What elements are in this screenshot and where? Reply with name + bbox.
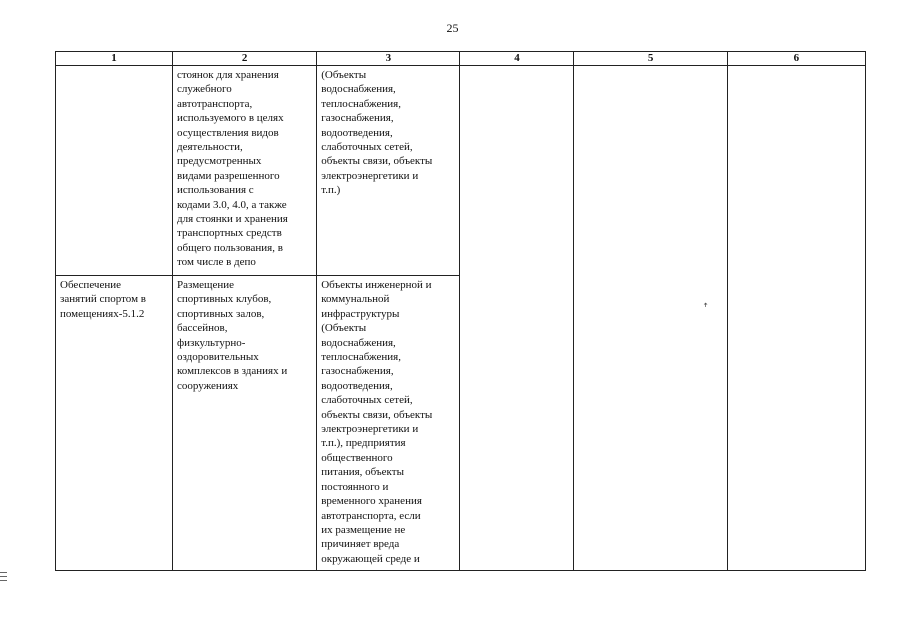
- margin-tick: [0, 576, 7, 577]
- col4-cell: [460, 66, 574, 571]
- stray-pen-mark: ꜛ: [703, 304, 708, 315]
- row2-col1-cell: Обеспечение занятий спортом в помещениях-5.1.2: [56, 276, 173, 571]
- col6-cell: [727, 66, 865, 571]
- row2-col2-cell: Размещение спортивных клубов, спортивных залов, бассейнов, физкультурно- оздоровительных комплексов в зданиях и сооружениях: [173, 276, 317, 571]
- col5-cell: [574, 66, 727, 571]
- column-header-4: 4: [460, 52, 574, 66]
- document-table: [55, 51, 866, 571]
- row2-col3-cell: Объекты инженерной и коммунальной инфраструктуры (Объекты водоснабжения, теплоснабжения, газоснабжения, водоотведения, слаботочных сетей, объекты связи, объекты электроэнергетики и т.п.), предприятия общественного питания, объекты постоянного и временного хранения автотранспорта, если их размещение не причиняет вреда окружающей среде и: [317, 276, 460, 571]
- page-number: 25: [446, 21, 459, 35]
- table-header-row: [56, 52, 866, 66]
- margin-tick: [0, 572, 7, 573]
- row1-col2-cell: стоянок для хранения служебного автотранспорта, используемого в целях осуществления видов деятельности, предусмотренных видами разрешенного использования с кодами 3.0, 4.0, а также для стоянки и хранения транспортных средств общего пользования, в том числе в депо: [173, 66, 317, 276]
- row1-col1-cell: [56, 66, 173, 276]
- column-header-2: 2: [173, 52, 317, 66]
- margin-tick: [0, 580, 7, 581]
- column-header-6: 6: [727, 52, 865, 66]
- column-header-1: 1: [56, 52, 173, 66]
- table-row: [56, 66, 866, 276]
- row1-col3-cell: (Объекты водоснабжения, теплоснабжения, газоснабжения, водоотведения, слаботочных сетей, объекты связи, объекты электроэнергетики и т.п.): [317, 66, 460, 276]
- column-header-5: 5: [574, 52, 727, 66]
- column-header-3: 3: [317, 52, 460, 66]
